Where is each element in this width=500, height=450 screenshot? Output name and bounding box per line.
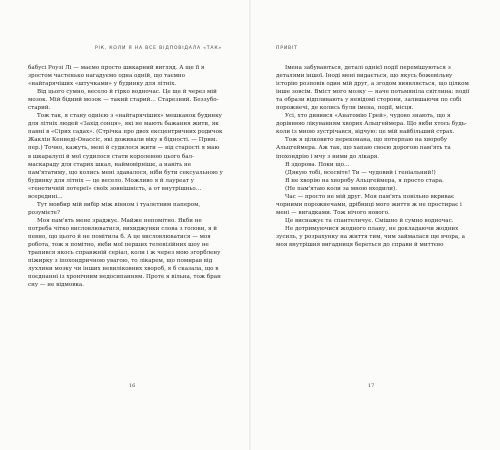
paragraph: Тож я цілковито переконана, що потерпаю на хворобу Альцгеймера. Аж так, що хапаю своєю дорогою пам'ять та іпохондрію і мчу з ними до лікаря. — [276, 137, 451, 160]
left-page-number: 16 — [129, 383, 136, 389]
right-page-text — [276, 64, 474, 249]
left-page-text — [28, 64, 224, 289]
right-page-number: 17 — [368, 383, 375, 389]
paragraph: Не дотримуючися жодного плану, не докладаючи жодних зусиль, у розрахунку на життя тим, чим займалася ще вчора, а моя внутрішня вигадниця береться до справи й миттєво — [276, 225, 466, 249]
right-running-head: ПРИВІТ — [276, 46, 298, 51]
paragraph: (Не пам'ятаю коли за мною входили). — [285, 185, 397, 192]
paragraph: Усі, хто дивився «Анатомію Грей», чудово знають, що я дорівнюю лікуванням хворих Альцгеймера. Що якби хтось будь-коли із мною зустрічався, відчую: це мій найбільший страх. — [276, 113, 467, 136]
paragraph: бабусі Роузі Лі — маємо просто шикарний вигляд. А ще її я зростом частенько нагадуємо одна одній, що таємно «найгарячіших «штучками» у будинку для літніх. — [28, 65, 205, 88]
paragraph: Моя пам'ять мене зраджує. Майже непомітно. Якби не потреба чітко висловлюватися, вихиджунки слова з голови, я й певно, що цього й не помітила б. А це висловлюватися — моя робота, тож я помітно, якби мої перших телевізійних шоу не трапився якось справжній серіал, коли і ж через мою згорблену піжирку з іпохондричною увагою, то лікарем, що помирав від лухлини мозку чи інших невиліковних хвороб, я б сказала, що в поєднанні із хронічним недосипанням. Проте я вільна, тож бран сну — не відмовка. — [28, 217, 221, 289]
paragraph: Я здорова. Поки що… — [285, 161, 350, 168]
paragraph: Від цього сумно, весело й гірко водночас. Це ще й через мій мозок. Мій бідний мозок — такий старий… Старезний. Беззубо-старий. — [28, 89, 219, 112]
paragraph: Час — просто не мій друг. Моя пам'ять повільно вкриває чорними порожнечами, дрібниці мого життя ж не простирає і мені — вигадками. Тож нічого нового. — [276, 193, 462, 216]
right-page — [250, 0, 500, 450]
paragraph: Я не хворію на хворобу Альцгеймера, я просто стара. — [285, 177, 444, 184]
left-running-head: РІК, КОЛИ Я НА ВСЕ ВІДПОВІДАЛА «ТАК» — [94, 46, 222, 51]
paragraph: Тут мовбир мій вибір між вінном і туалетним папером, розумієте? — [28, 201, 201, 216]
paragraph: Тож так, я стану однією з «найгарячіших» мешканок будинку для літніх людей «Захід сонця», які не мають бажання жити, як панні в «Сірих садах». (Стрічка про двох ексцентричних родичок Жаклін Кеннеді-Онассіс, які доживали віку в бідності. — Прим. пер.) Точно, кажуть, мені й судилося жити — від старості я маю в шкаралупі й мої судилося стати королевою цього бал-маскараду для старих шкал, наймовірніше, а навіть не пам'ятатиму, що колись мені здавалося, ніби бути сексуальною у будинку для літніх — це весело. Можливо я й лауреат у «генетичній лотереї» своїх зовнішність, а от внутрішньо… всередині… — [28, 113, 223, 200]
paragraph: Імена забуваються, деталі однієї події перемішуються з деталями іншої. Іноді мені видається, що якусь божевільну історію розповів один мій друг, а згодом виявляється, що цілком інше зовсім. Вміст мого мозку — наче потьмяніла світлина: події та образи відпливають у невідомі сторони, залишаючи по собі порожнечі, де колись були імена, події, місця. — [276, 65, 470, 112]
paragraph: (Дякую тобі, всесвіте! Ти — чудовий і геніальний!) — [285, 169, 436, 176]
paragraph: Це виснажує та спантеличує. Смішно й сумно водночас. — [285, 217, 454, 224]
